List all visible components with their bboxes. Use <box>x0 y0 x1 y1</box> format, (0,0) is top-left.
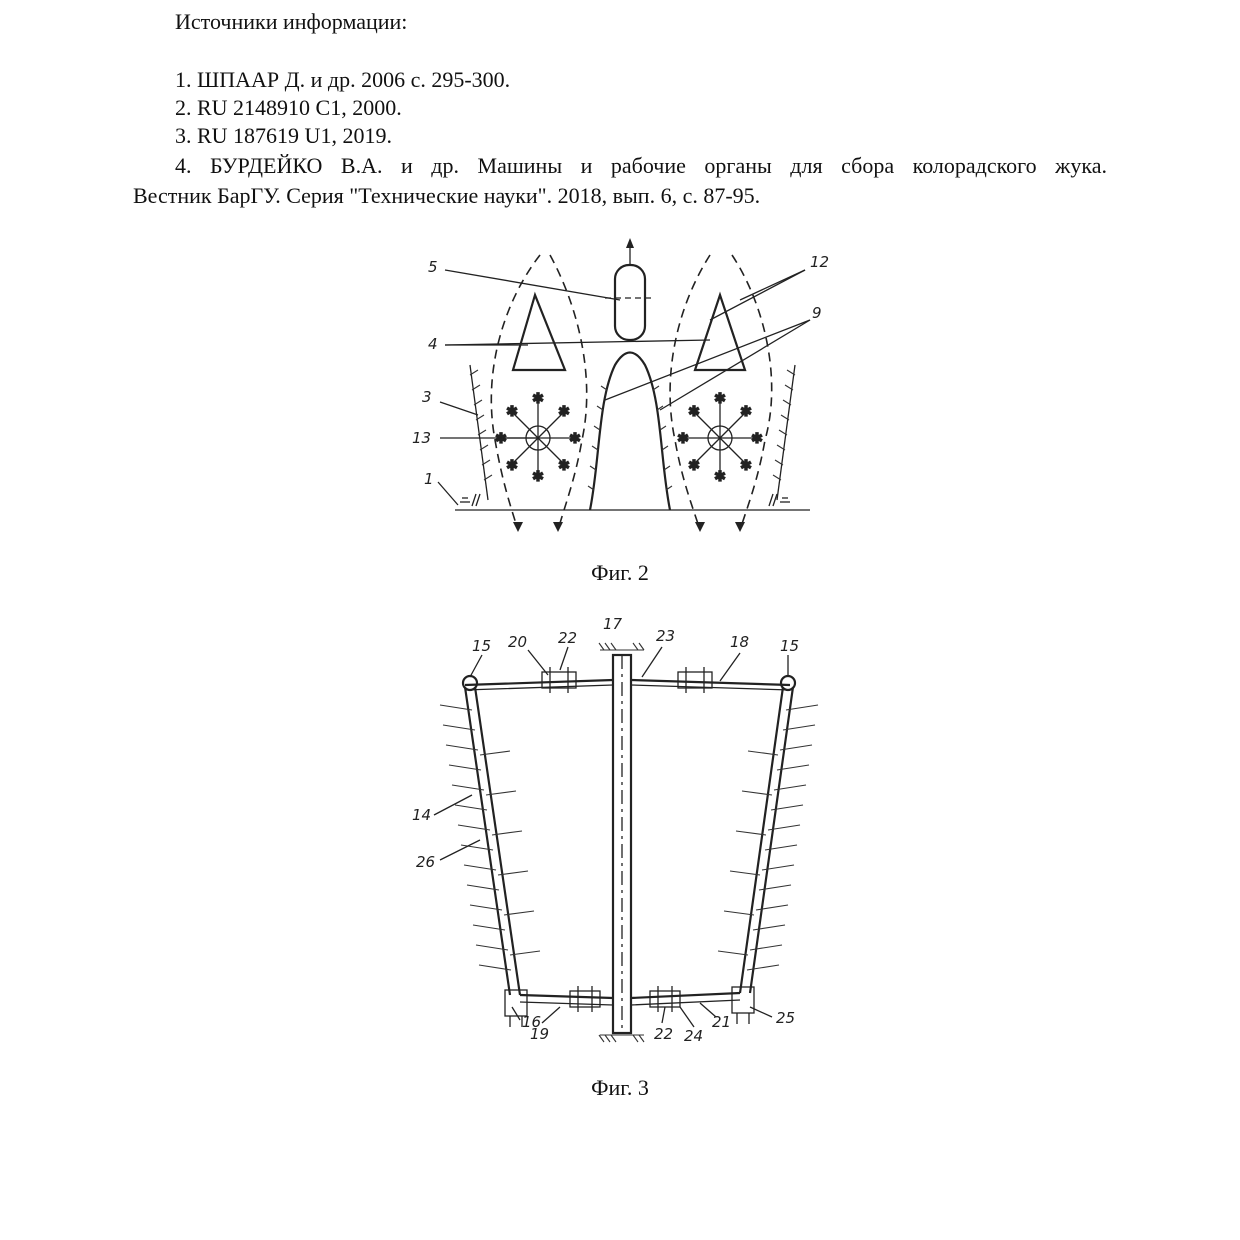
fig3-label-22-top: 22 <box>558 629 578 647</box>
reference-item-4: 4. БУРДЕЙКО В.А. и др. Машины и рабочие органы для сбора колорадского жука. <box>175 153 1107 178</box>
reference-item-4-continuation: Вестник БарГУ. Серия "Технические науки". 2018, вып. 6, с. 87-95. <box>133 183 761 208</box>
svg-text:✱: ✱ <box>558 459 570 474</box>
right-brush-rotor <box>677 392 763 485</box>
svg-text:✱: ✱ <box>740 459 752 474</box>
fig3-label-26: 26 <box>416 853 436 871</box>
left-brush-bristles <box>440 705 540 970</box>
references-heading: Источники информации: <box>175 9 408 34</box>
fig3-label-17: 17 <box>603 615 623 633</box>
svg-text:✱: ✱ <box>751 432 763 447</box>
right-inner-flow <box>732 255 772 530</box>
svg-text:✱: ✱ <box>558 405 570 420</box>
svg-text:✱: ✱ <box>714 470 726 485</box>
fig3-label-23: 23 <box>656 627 676 645</box>
fig2-label-9: 9 <box>812 304 822 322</box>
fig3-label-21: 21 <box>712 1013 732 1031</box>
right-brush-bristles <box>718 705 818 970</box>
figure-2-drawing <box>410 230 830 540</box>
fig3-label-24: 24 <box>684 1027 704 1045</box>
fig3-label-25: 25 <box>776 1009 796 1027</box>
central-arch <box>590 353 670 511</box>
fig3-label-18: 18 <box>730 633 750 651</box>
svg-text:✱: ✱ <box>569 432 581 447</box>
svg-text:✱: ✱ <box>688 405 700 420</box>
fig2-label-4: 4 <box>428 335 438 353</box>
reference-item-3: 3. RU 187619 U1, 2019. <box>175 123 392 148</box>
svg-text:✱: ✱ <box>506 405 518 420</box>
left-brush-bar <box>465 687 520 995</box>
figure-3-drawing <box>410 615 830 1045</box>
left-inner-flow <box>550 255 587 530</box>
fig2-label-3: 3 <box>422 388 432 406</box>
flow-arrowheads <box>513 522 745 532</box>
fig3-label-14: 14 <box>412 806 432 824</box>
fig3-label-15-right: 15 <box>780 637 800 655</box>
svg-text:✱: ✱ <box>506 459 518 474</box>
svg-text:✱: ✱ <box>688 459 700 474</box>
figure-2-caption: Фиг. 2 <box>591 560 649 585</box>
fig3-label-20: 20 <box>508 633 528 651</box>
top-clamps <box>542 667 712 693</box>
fig2-label-1: 1 <box>424 470 434 488</box>
svg-text:✱: ✱ <box>740 405 752 420</box>
central-arch-hatching <box>588 386 672 490</box>
svg-text:✱: ✱ <box>714 392 726 407</box>
figure-3-caption: Фиг. 3 <box>591 1075 649 1100</box>
fig3-label-19: 19 <box>530 1025 550 1043</box>
left-side-shield <box>470 365 492 500</box>
reference-item-2: 2. RU 2148910 С1, 2000. <box>175 95 402 120</box>
figure-2-leader-lines <box>438 270 810 505</box>
tractor-wheel <box>605 238 655 340</box>
left-triangle-guide <box>513 295 565 370</box>
svg-text:✱: ✱ <box>532 392 544 407</box>
fig2-label-13: 13 <box>412 429 432 447</box>
top-beam <box>465 680 790 685</box>
shaft-top-support <box>599 643 644 650</box>
fig3-label-15-left: 15 <box>472 637 492 655</box>
right-side-shield <box>773 365 795 500</box>
shaft-bottom-support <box>599 1035 644 1042</box>
reference-item-1: 1. ШПААР Д. и др. 2006 с. 295-300. <box>175 67 511 92</box>
fig3-label-16: 16 <box>522 1013 542 1031</box>
fig2-label-5: 5 <box>428 258 438 276</box>
svg-text:✱: ✱ <box>495 432 507 447</box>
svg-text:✱: ✱ <box>532 470 544 485</box>
fig2-label-12: 12 <box>810 253 830 271</box>
fig3-label-22-bottom: 22 <box>654 1025 674 1043</box>
svg-text:✱: ✱ <box>677 432 689 447</box>
